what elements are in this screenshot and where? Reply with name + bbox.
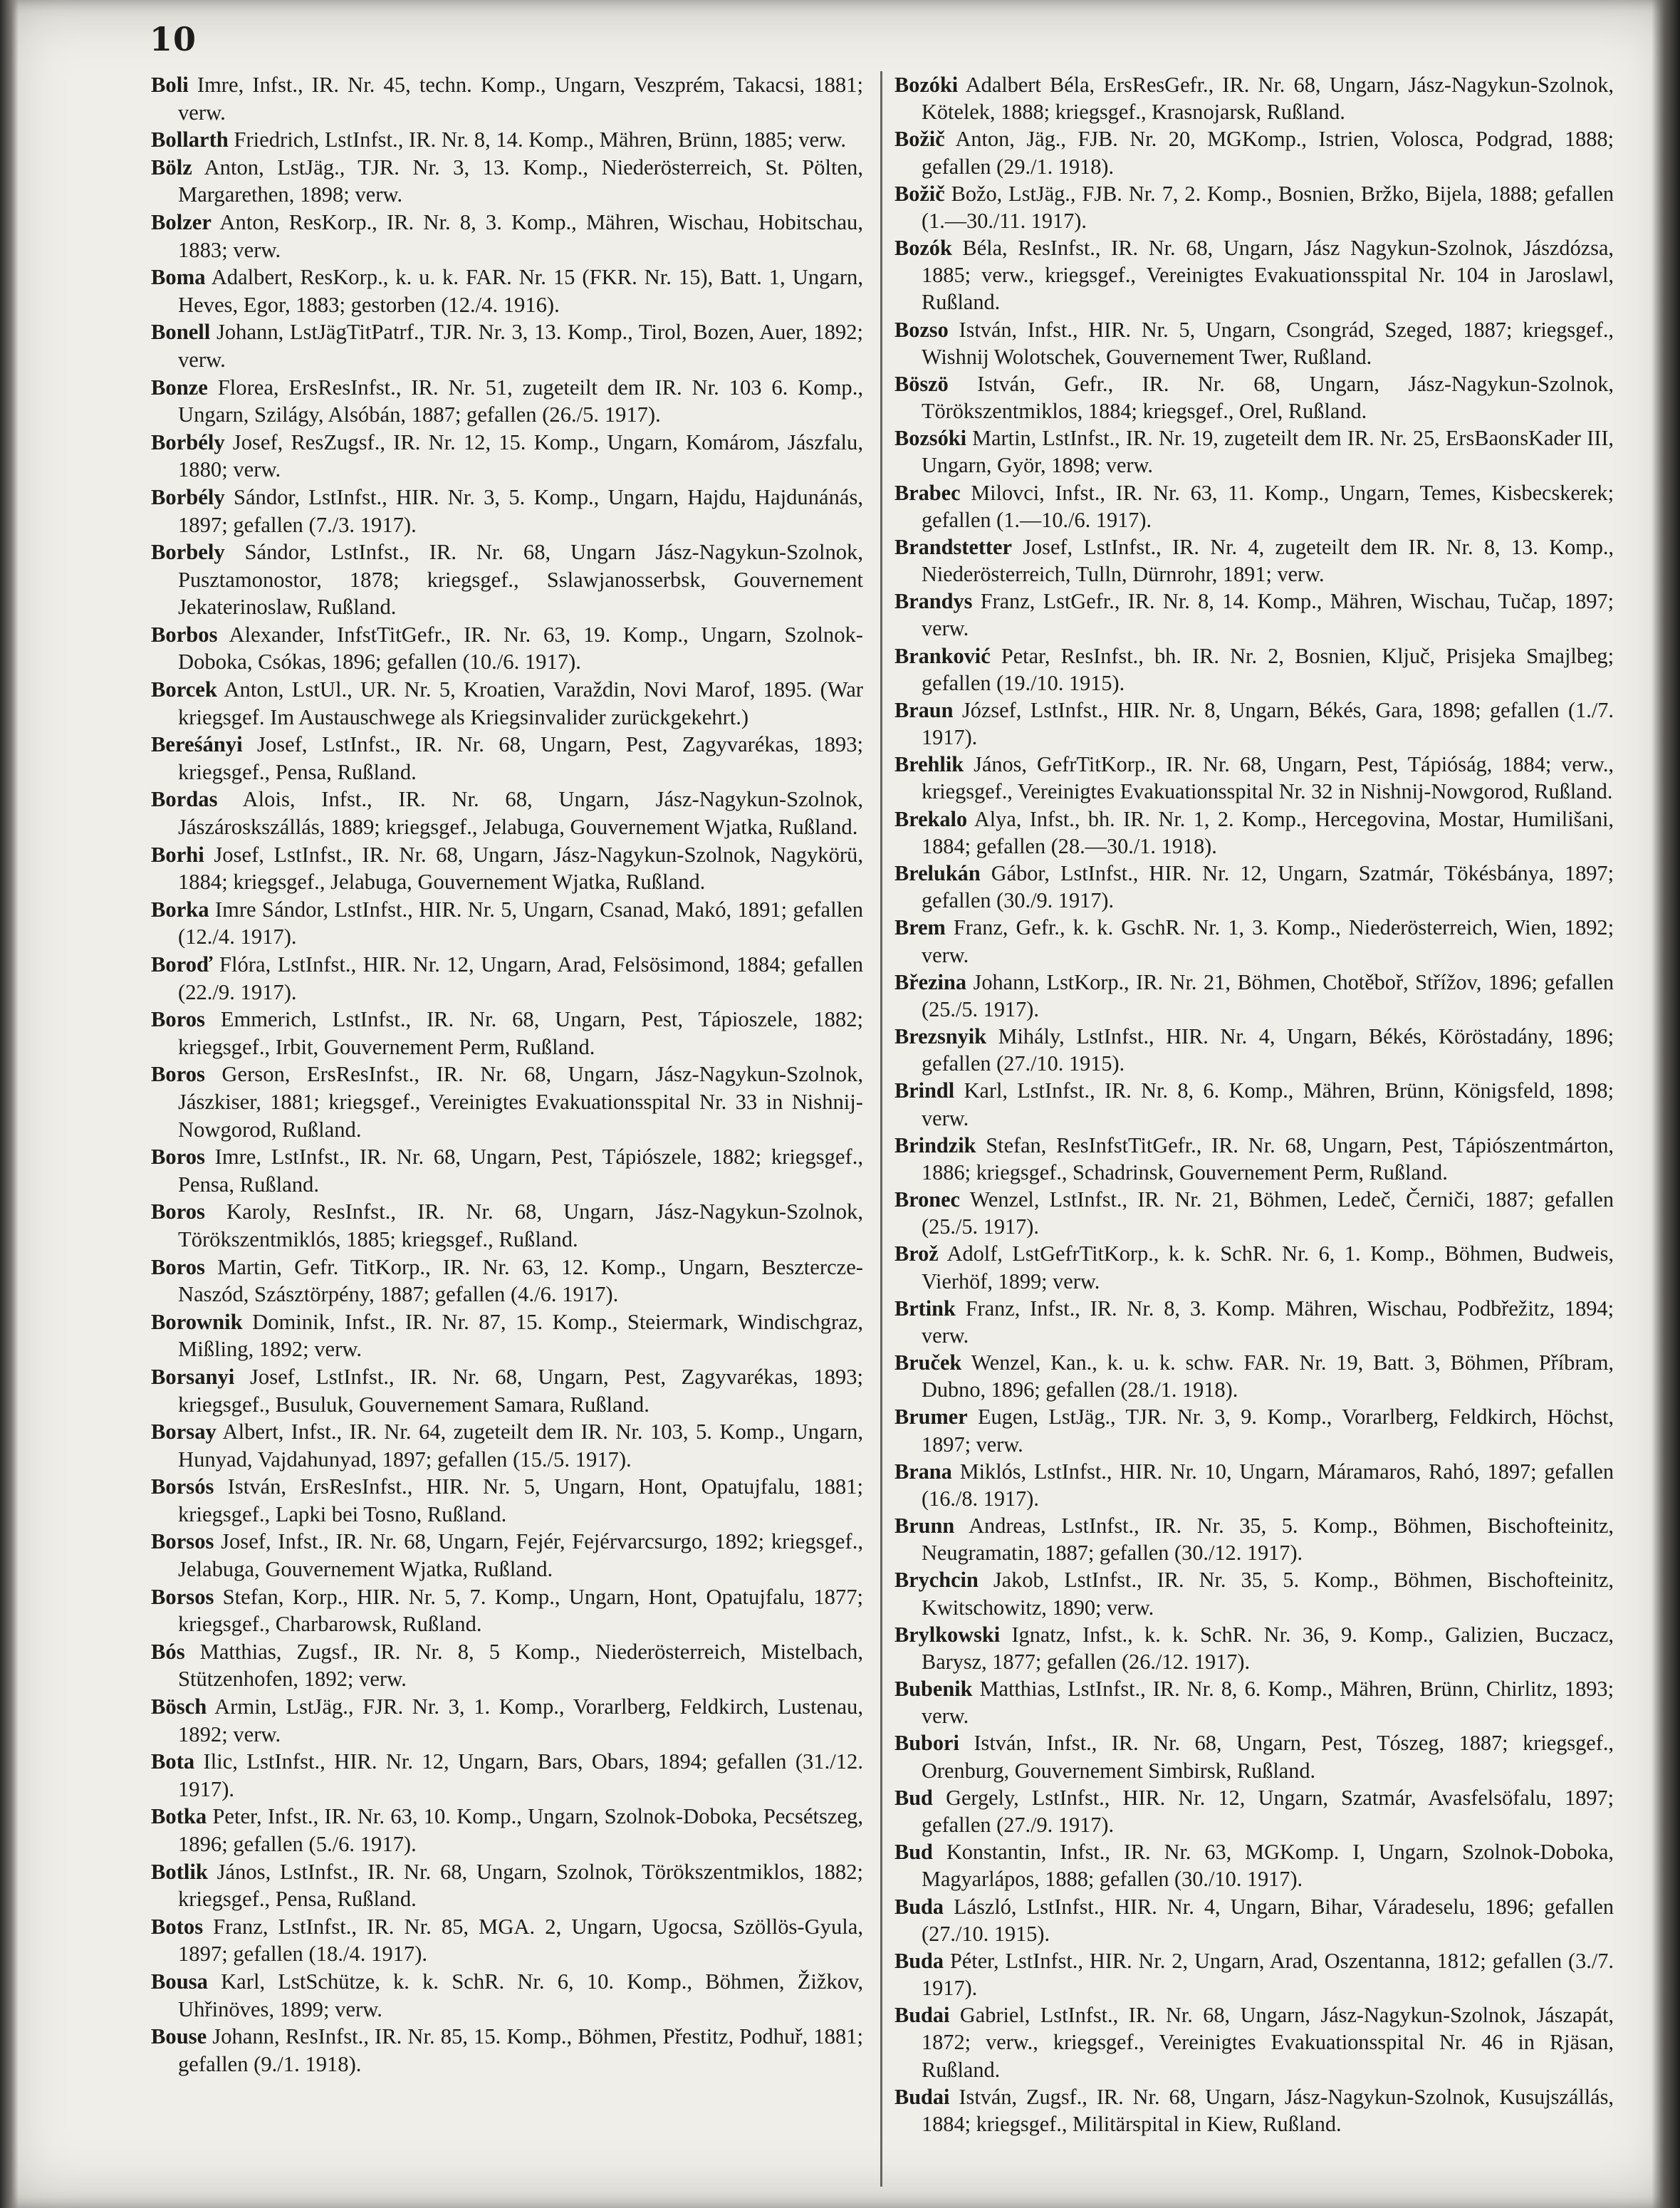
- register-entry: [894, 1566, 1614, 1620]
- register-entry: [151, 71, 863, 126]
- register-entry: [151, 1748, 863, 1803]
- entry-surname: Bud: [894, 1840, 933, 1865]
- entry-surname: Bouse: [151, 2024, 207, 2049]
- entry-surname: Brumer: [894, 1405, 968, 1430]
- entry-surname: Brekalo: [894, 806, 968, 831]
- register-entry: [894, 1621, 1614, 1675]
- entry-details: Flóra, LstInfst., HIR. Nr. 12, Ungarn, Arad, Felsösimond, 1884; gefallen (22./9. 1917).: [178, 952, 863, 1004]
- left-column: [151, 71, 863, 2078]
- register-entry: [894, 370, 1614, 425]
- entry-surname: Boma: [151, 265, 206, 290]
- entry-details: István, Gefr., IR. Nr. 68, Ungarn, Jász-Nagykun-Szolnok, Törökszentmiklos, 1884; kriegsgef., Orel, Rußland.: [922, 371, 1614, 424]
- register-entry: [894, 1186, 1614, 1240]
- entry-surname: Brezsnyik: [894, 1024, 987, 1049]
- entry-details: István, Infst., HIR. Nr. 5, Ungarn, Csongrád, Szeged, 1887; kriegsgef., Wishnij Wolotschek, Gouvernement Twer, Rußland.: [922, 317, 1614, 369]
- register-entry: [894, 180, 1614, 234]
- entry-details: Adolf, LstGefrTitKorp., k. k. SchR. Nr. 6, 1. Komp., Böhmen, Budweis, Vierhöf, 1899; verw.: [922, 1241, 1614, 1293]
- register-entry: [894, 1784, 1614, 1838]
- entry-surname: Braun: [894, 697, 954, 722]
- column-divider: [880, 71, 882, 2187]
- entry-surname: Brandys: [894, 589, 973, 614]
- register-entry: [151, 318, 863, 373]
- register-entry: [151, 2023, 863, 2078]
- register-entry: [894, 125, 1614, 179]
- entry-surname: Bubori: [894, 1731, 959, 1756]
- entry-details: Franz, LstGefr., IR. Nr. 8, 14. Komp., Mähren, Wischau, Tučap, 1897; verw.: [922, 589, 1614, 641]
- entry-details: Friedrich, LstInfst., IR. Nr. 8, 14. Komp., Mähren, Brünn, 1885; verw.: [228, 127, 847, 152]
- entry-surname: Bronec: [894, 1187, 961, 1212]
- entry-surname: Bonell: [151, 320, 211, 345]
- entry-surname: Botlik: [151, 1859, 208, 1884]
- entry-details: Anton, ResKorp., IR. Nr. 8, 3. Komp., Mähren, Wischau, Hobitschau, 1883; verw.: [178, 209, 863, 262]
- entry-details: Anton, LstJäg., TJR. Nr. 3, 13. Komp., Niederösterreich, St. Pölten, Margarethen, 1898; verw.: [178, 155, 863, 207]
- entry-details: Béla, ResInfst., IR. Nr. 68, Ungarn, Jász Nagykun-Szolnok, Jászdózsa, 1885; verw., kriegsgef., Vereinigtes Evakuationsspital Nr. 104 in Jaroslawl, Rußland.: [922, 236, 1614, 315]
- entry-details: Wenzel, LstInfst., IR. Nr. 21, Böhmen, Ledeč, Černiči, 1887; gefallen (25./5. 1917).: [922, 1187, 1614, 1239]
- register-entry: [151, 1254, 863, 1308]
- entry-surname: Brelukán: [894, 860, 981, 885]
- register-entry: [894, 588, 1614, 642]
- register-entry: [151, 896, 863, 951]
- register-entry: [894, 751, 1614, 805]
- register-entry: [151, 1638, 863, 1693]
- entry-surname: Borka: [151, 897, 209, 922]
- register-entry: [894, 1240, 1614, 1294]
- register-entry: [894, 2083, 1614, 2137]
- entry-details: Johann, LstJägTitPatrf., TJR. Nr. 3, 13. Komp., Tirol, Bozen, Auer, 1892; verw.: [178, 320, 863, 372]
- entry-details: Albert, Infst., IR. Nr. 64, zugeteilt dem IR. Nr. 103, 5. Komp., Ungarn, Hunyad, Vajdahunyad, 1897; gefallen (15./5. 1917).: [178, 1420, 863, 1472]
- entry-surname: Boros: [151, 1199, 205, 1224]
- entry-surname: Brehlik: [894, 752, 964, 777]
- entry-surname: Borbely: [151, 540, 225, 565]
- register-entry: [894, 316, 1614, 370]
- entry-details: Josef, LstInfst., IR. Nr. 68, Ungarn, Pest, Zagyvarékas, 1893; kriegsgef., Busuluk, Gouvernement Samara, Rußland.: [178, 1364, 863, 1417]
- entry-details: Josef, ResZugsf., IR. Nr. 12, 15. Komp., Ungarn, Komárom, Jászfalu, 1880; verw.: [178, 429, 863, 482]
- register-entry: [894, 71, 1614, 125]
- register-entry: [894, 1512, 1614, 1566]
- entry-details: Mihály, LstInfst., HIR. Nr. 4, Ungarn, Békés, Köröstadány, 1896; gefallen (27./10. 1915).: [922, 1024, 1614, 1076]
- entry-surname: Brem: [894, 915, 946, 940]
- register-entry: [151, 484, 863, 538]
- entry-surname: Brylkowski: [894, 1622, 1001, 1647]
- entry-surname: Buda: [894, 1948, 944, 1973]
- entry-details: Franz, Gefr., k. k. GschR. Nr. 1, 3. Komp., Niederösterreich, Wien, 1892; verw.: [922, 915, 1614, 967]
- entry-surname: Bozóki: [894, 73, 959, 97]
- entry-details: Stefan, ResInfstTitGefr., IR. Nr. 68, Ungarn, Pest, Tápiószentmárton, 1886; kriegsgef., Schadrinsk, Gouvernement Perm, Rußland.: [922, 1132, 1614, 1184]
- entry-surname: Borsanyi: [151, 1364, 235, 1389]
- register-entry: [894, 1023, 1614, 1077]
- entry-details: Armin, LstJäg., FJR. Nr. 3, 1. Komp., Vorarlberg, Feldkirch, Lustenau, 1892; verw.: [178, 1694, 863, 1746]
- entry-details: István, Infst., IR. Nr. 68, Ungarn, Pest, Tószeg, 1887; kriegsgef., Orenburg, Gouvernement Simbirsk, Rußland.: [922, 1731, 1614, 1783]
- entry-details: Wenzel, Kan., k. u. k. schw. FAR. Nr. 19, Batt. 3, Böhmen, Příbram, Dubno, 1896; gefallen (28./1. 1918).: [922, 1350, 1614, 1402]
- entry-surname: Bereśányi: [151, 732, 243, 757]
- entry-details: István, Zugsf., IR. Nr. 68, Ungarn, Jász-Nagykun-Szolnok, Kusujszállás, 1884; kriegsgef., Militärspital in Kiew, Rußland.: [922, 2084, 1614, 2136]
- register-entry: [151, 1143, 863, 1198]
- register-entry: [894, 1403, 1614, 1457]
- register-entry: [151, 1061, 863, 1143]
- entry-details: Gábor, LstInfst., HIR. Nr. 12, Ungarn, Szatmár, Tökésbánya, 1897; gefallen (30./9. 1917).: [922, 860, 1614, 913]
- entry-details: Matthias, Zugsf., IR. Nr. 8, 5 Komp., Niederösterreich, Mistelbach, Stützenhofen, 1892; verw.: [178, 1639, 863, 1692]
- entry-surname: Borownik: [151, 1309, 243, 1334]
- entry-details: Adalbert Béla, ErsResGefr., IR. Nr. 68, Ungarn, Jász-Nagykun-Szolnok, Kötelek, 1888; kriegsgef., Krasnojarsk, Rußland.: [922, 73, 1614, 125]
- register-entry: [151, 621, 863, 676]
- register-entry: [151, 786, 863, 840]
- entry-details: Martin, Gefr. TitKorp., IR. Nr. 63, 12. Komp., Ungarn, Besztercze-Naszód, Szásztörpény, 1887; gefallen (4./6. 1917).: [178, 1254, 863, 1307]
- register-entry: [151, 1308, 863, 1363]
- entry-surname: Božič: [894, 181, 945, 206]
- entry-surname: Božič: [894, 127, 945, 152]
- register-entry: [151, 1363, 863, 1418]
- entry-surname: Boli: [151, 73, 189, 97]
- entry-details: Gabriel, LstInfst., IR. Nr. 68, Ungarn, Jász-Nagykun-Szolnok, Jászapát, 1872; verw., kriegsgef., Vereinigtes Evakuationsspital Nr. 46 in Rjäsan, Rußland.: [922, 2003, 1614, 2082]
- register-entry: [894, 1838, 1614, 1892]
- entry-surname: Bós: [151, 1639, 185, 1664]
- entry-details: Matthias, LstInfst., IR. Nr. 8, 6. Komp., Mähren, Brünn, Chirlitz, 1893; verw.: [922, 1677, 1614, 1729]
- register-entry: [894, 1458, 1614, 1512]
- entry-surname: Brandstetter: [894, 534, 1012, 559]
- entry-details: Anton, LstUl., UR. Nr. 5, Kroatien, Varaždin, Novi Marof, 1895. (War kriegsgef. Im Austauschwege als Kriegsinvalider zurückgekehrt.): [178, 677, 863, 729]
- entry-surname: Březina: [894, 969, 966, 994]
- page-number: 10: [150, 20, 197, 58]
- entry-surname: Boros: [151, 1254, 205, 1279]
- entry-details: Konstantin, Infst., IR. Nr. 63, MGKomp. I, Ungarn, Szolnok-Doboka, Magyarlápos, 1888; gefallen (30./10. 1917).: [922, 1840, 1614, 1892]
- entry-details: László, LstInfst., HIR. Nr. 4, Ungarn, Bihar, Váradeselu, 1896; gefallen (27./10. 1915).: [922, 1894, 1614, 1946]
- register-entry: [894, 1077, 1614, 1131]
- entry-details: Sándor, LstInfst., IR. Nr. 68, Ungarn Jász-Nagykun-Szolnok, Pusztamonostor, 1878; kriegsgef., Sslawjanosserbsk, Gouvernement Jekaterinoslaw, Rußland.: [178, 540, 863, 620]
- entry-surname: Bölz: [151, 155, 192, 179]
- entry-surname: Brunn: [894, 1514, 955, 1538]
- entry-surname: Bozók: [894, 236, 952, 261]
- entry-surname: Botka: [151, 1804, 207, 1829]
- register-entry: [894, 1729, 1614, 1783]
- register-entry: [151, 264, 863, 318]
- entry-surname: Bousa: [151, 1969, 208, 1994]
- entry-surname: Bordas: [151, 787, 218, 812]
- entry-details: Ilic, LstInfst., HIR. Nr. 12, Ungarn, Bars, Obars, 1894; gefallen (31./12. 1917).: [178, 1749, 863, 1801]
- entry-details: Anton, Jäg., FJB. Nr. 20, MGKomp., Istrien, Volosca, Podgrad, 1888; gefallen (29./1. 1918).: [922, 127, 1614, 179]
- entry-surname: Botos: [151, 1914, 204, 1939]
- register-entry: [894, 969, 1614, 1023]
- entry-details: Miklós, LstInfst., HIR. Nr. 10, Ungarn, Máramaros, Rahó, 1897; gefallen (16./8. 1917).: [922, 1459, 1614, 1511]
- register-entry: [151, 1803, 863, 1858]
- entry-surname: Bozso: [894, 317, 949, 342]
- register-entry: [894, 806, 1614, 860]
- register-entry: [894, 642, 1614, 697]
- register-entry: [151, 1418, 863, 1473]
- register-entry: [151, 676, 863, 731]
- entry-surname: Boros: [151, 1062, 205, 1087]
- entry-details: Jakob, LstInfst., IR. Nr. 35, 5. Komp., Böhmen, Bischofteinitz, Kwitschowitz, 1890; verw.: [922, 1568, 1614, 1620]
- register-entry: [151, 841, 863, 896]
- entry-surname: Bubenik: [894, 1677, 973, 1702]
- register-entry: [894, 914, 1614, 968]
- entry-details: József, LstInfst., HIR. Nr. 8, Ungarn, Békés, Gara, 1898; gefallen (1./7. 1917).: [922, 697, 1614, 750]
- entry-surname: Brabec: [894, 480, 961, 505]
- entry-surname: Bollarth: [151, 127, 229, 152]
- register-entry: [151, 374, 863, 429]
- entry-details: Andreas, LstInfst., IR. Nr. 35, 5. Komp., Böhmen, Bischofteinitz, Neugramatin, 1887; gefallen (30./12. 1917).: [922, 1514, 1614, 1566]
- entry-details: Imre Sándor, LstInfst., HIR. Nr. 5, Ungarn, Csanad, Makó, 1891; gefallen (12./4. 1917).: [178, 897, 863, 949]
- entry-surname: Borsay: [151, 1420, 216, 1444]
- register-entry: [894, 479, 1614, 533]
- entry-surname: Boros: [151, 1007, 205, 1032]
- entry-details: Peter, Infst., IR. Nr. 63, 10. Komp., Ungarn, Szolnok-Doboka, Pecsétszeg, 1896; gefallen (5./6. 1917).: [178, 1804, 863, 1856]
- register-entry: [151, 1913, 863, 1968]
- entry-surname: Brož: [894, 1241, 939, 1266]
- entry-surname: Böszö: [894, 371, 949, 396]
- register-entry: [151, 1473, 863, 1528]
- entry-surname: Brychcin: [894, 1568, 979, 1593]
- right-scan-edge: [1652, 0, 1680, 2208]
- entry-details: Gerson, ErsResInfst., IR. Nr. 68, Ungarn, Jász-Nagykun-Szolnok, Jászkiser, 1881; kriegsgef., Vereinigtes Evakuationsspital Nr. 33 in Nishnij-Nowgorod, Rußland.: [178, 1062, 863, 1142]
- entry-surname: Borbély: [151, 429, 225, 454]
- register-entry: [894, 234, 1614, 316]
- entry-details: Sándor, LstInfst., HIR. Nr. 3, 5. Komp., Ungarn, Hajdu, Hajdunánás, 1897; gefallen (7./3. 1917).: [178, 484, 863, 537]
- entry-surname: Bota: [151, 1749, 195, 1774]
- entry-details: Florea, ErsResInfst., IR. Nr. 51, zugeteilt dem IR. Nr. 103 6. Komp., Ungarn, Szilágy, Alsóbán, 1887; gefallen (26./5. 1917).: [178, 375, 863, 427]
- entry-details: Franz, LstInfst., IR. Nr. 85, MGA. 2, Ungarn, Ugocsa, Szöllös-Gyula, 1897; gefallen (18./4. 1917).: [178, 1914, 863, 1967]
- entry-details: Josef, LstInfst., IR. Nr. 4, zugeteilt dem IR. Nr. 8, 13. Komp., Niederösterreich, Tulln, Dürnrohr, 1891; verw.: [922, 534, 1614, 587]
- register-entry: [894, 697, 1614, 751]
- register-entry: [894, 1675, 1614, 1729]
- register-entry: [151, 429, 863, 484]
- entry-surname: Budai: [894, 2084, 950, 2109]
- entry-surname: Brana: [894, 1459, 952, 1484]
- entry-details: Karl, LstSchütze, k. k. SchR. Nr. 6, 10. Komp., Böhmen, Žižkov, Uhřinöves, 1899; verw.: [178, 1969, 863, 2021]
- entry-surname: Brtink: [894, 1296, 956, 1321]
- entry-details: János, GefrTitKorp., IR. Nr. 68, Ungarn, Pest, Tápióság, 1884; verw., kriegsgef., Vereinigtes Evakuationsspital Nr. 32 in Nishnij-Nowgorod, Rußland.: [922, 752, 1614, 804]
- entry-details: Petar, ResInfst., bh. IR. Nr. 2, Bosnien, Ključ, Prisjeka Smajlbeg; gefallen (19./10. 1915).: [922, 643, 1614, 695]
- left-scan-edge: [0, 0, 19, 2208]
- entry-details: Ignatz, Infst., k. k. SchR. Nr. 36, 9. Komp., Galizien, Buczacz, Barysz, 1877; gefallen (26./12. 1917).: [922, 1622, 1614, 1674]
- entry-details: Milovci, Infst., IR. Nr. 63, 11. Komp., Ungarn, Temes, Kisbecskerek; gefallen (1.—10./6. 1917).: [922, 480, 1614, 532]
- entry-details: Imre, LstInfst., IR. Nr. 68, Ungarn, Pest, Tápiószele, 1882; kriegsgef., Pensa, Rußland.: [178, 1145, 863, 1197]
- entry-details: Božo, LstJäg., FJB. Nr. 7, 2. Komp., Bosnien, Bržko, Bijela, 1888; gefallen (1.—30./11. 1917).: [922, 181, 1614, 233]
- entry-details: Alya, Infst., bh. IR. Nr. 1, 2. Komp., Hercegovina, Mostar, Humilišani, 1884; gefallen (28.—30./1. 1918).: [922, 806, 1614, 858]
- entry-surname: Borhi: [151, 842, 204, 867]
- entry-details: Eugen, LstJäg., TJR. Nr. 3, 9. Komp., Vorarlberg, Feldkirch, Höchst, 1897; verw.: [922, 1405, 1614, 1457]
- register-entry: [894, 1132, 1614, 1186]
- entry-details: Adalbert, ResKorp., k. u. k. FAR. Nr. 15 (FKR. Nr. 15), Batt. 1, Ungarn, Heves, Egor, 1883; gestorben (12./4. 1916).: [178, 265, 863, 317]
- register-entry: [151, 209, 863, 264]
- entry-surname: Borsos: [151, 1529, 214, 1554]
- entry-surname: Borsos: [151, 1584, 214, 1609]
- register-entry: [894, 1349, 1614, 1403]
- entry-details: Johann, ResInfst., IR. Nr. 85, 15. Komp., Böhmen, Přestitz, Podhuř, 1881; gefallen (9./1. 1918).: [178, 2024, 863, 2076]
- entry-surname: Borcek: [151, 677, 217, 702]
- register-entry: [151, 1968, 863, 2023]
- entry-details: János, LstInfst., IR. Nr. 68, Ungarn, Szolnok, Törökszentmiklos, 1882; kriegsgef., Pensa, Rußland.: [178, 1859, 863, 1912]
- entry-surname: Bösch: [151, 1694, 207, 1719]
- register-entry: [151, 1528, 863, 1583]
- entry-surname: Borsós: [151, 1474, 214, 1499]
- register-entry: [894, 533, 1614, 588]
- register-entry: [151, 951, 863, 1006]
- entry-surname: Brindzik: [894, 1132, 976, 1157]
- entry-details: Imre, Infst., IR. Nr. 45, techn. Komp., Ungarn, Veszprém, Takacsi, 1881; verw.: [178, 73, 863, 125]
- entry-details: Péter, LstInfst., HIR. Nr. 2, Ungarn, Arad, Oszentanna, 1812; gefallen (3./7. 1917).: [922, 1948, 1614, 2001]
- entry-details: Alois, Infst., IR. Nr. 68, Ungarn, Jász-Nagykun-Szolnok, Jászároskszállás, 1889; kriegsgef., Jelabuga, Gouvernement Wjatka, Rußland.: [178, 787, 863, 840]
- register-entry: [894, 2001, 1614, 2083]
- entry-details: Alexander, InfstTitGefr., IR. Nr. 63, 19. Komp., Ungarn, Szolnok-Doboka, Csókas, 1896; gefallen (10./6. 1917).: [178, 622, 863, 675]
- register-entry: [151, 1858, 863, 1913]
- register-entry: [151, 1583, 863, 1638]
- register-entry: [894, 425, 1614, 479]
- register-entry: [151, 1693, 863, 1748]
- entry-details: Dominik, Infst., IR. Nr. 87, 15. Komp., Steiermark, Windischgraz, Mißling, 1892; verw.: [178, 1309, 863, 1362]
- entry-details: Emmerich, LstInfst., IR. Nr. 68, Ungarn, Pest, Tápioszele, 1882; kriegsgef., Irbit, Gouvernement Perm, Rußland.: [178, 1007, 863, 1059]
- register-entry: [151, 731, 863, 786]
- entry-details: Franz, Infst., IR. Nr. 8, 3. Komp. Mähren, Wischau, Podbřežitz, 1894; verw.: [922, 1296, 1614, 1348]
- register-entry: [894, 860, 1614, 914]
- entry-surname: Bruček: [894, 1350, 962, 1375]
- register-entry: [151, 1006, 863, 1061]
- entry-surname: Bud: [894, 1785, 933, 1810]
- entry-surname: Brindl: [894, 1078, 955, 1103]
- entry-details: István, ErsResInfst., HIR. Nr. 5, Ungarn, Hont, Opatujfalu, 1881; kriegsgef., Lapki bei Tosno, Rußland.: [178, 1474, 863, 1526]
- register-entry: [894, 1947, 1614, 2001]
- entry-details: Josef, Infst., IR. Nr. 68, Ungarn, Fejér, Fejérvarcsurgo, 1892; kriegsgef., Jelabuga, Gouvernement Wjatka, Rußland.: [178, 1529, 863, 1582]
- entry-details: Martin, LstInfst., IR. Nr. 19, zugeteilt dem IR. Nr. 25, ErsBaonsKader III, Ungarn, Györ, 1898; verw.: [922, 426, 1614, 478]
- register-entry: [894, 1295, 1614, 1349]
- entry-surname: Borbos: [151, 622, 218, 647]
- entry-surname: Budai: [894, 2003, 950, 2028]
- entry-surname: Boros: [151, 1145, 205, 1170]
- entry-details: Karoly, ResInfst., IR. Nr. 68, Ungarn, Jász-Nagykun-Szolnok, Törökszentmiklós, 1885; kriegsgef., Rußland.: [178, 1199, 863, 1251]
- entry-surname: Boroď: [151, 952, 213, 977]
- entry-details: Johann, LstKorp., IR. Nr. 21, Böhmen, Chotěboř, Střížov, 1896; gefallen (25./5. 1917).: [922, 969, 1614, 1021]
- entry-details: Josef, LstInfst., IR. Nr. 68, Ungarn, Jász-Nagykun-Szolnok, Nagykörü, 1884; kriegsgef., Jelabuga, Gouvernement Wjatka, Rußland.: [178, 842, 863, 895]
- entry-surname: Bozsóki: [894, 426, 967, 451]
- entry-details: Josef, LstInfst., IR. Nr. 68, Ungarn, Pest, Zagyvarékas, 1893; kriegsgef., Pensa, Rußland.: [178, 732, 863, 784]
- right-column: [894, 71, 1614, 2137]
- entry-details: Stefan, Korp., HIR. Nr. 5, 7. Komp., Ungarn, Hont, Opatujfalu, 1877; kriegsgef., Charbarowsk, Rußland.: [178, 1584, 863, 1637]
- register-entry: [151, 538, 863, 621]
- register-entry: [151, 1198, 863, 1253]
- entry-surname: Bolzer: [151, 209, 212, 234]
- register-entry: [894, 1893, 1614, 1947]
- register-entry: [151, 154, 863, 209]
- entry-surname: Branković: [894, 643, 991, 668]
- entry-surname: Borbély: [151, 484, 225, 509]
- entry-details: Karl, LstInfst., IR. Nr. 8, 6. Komp., Mähren, Brünn, Königsfeld, 1898; verw.: [922, 1078, 1614, 1130]
- entry-surname: Buda: [894, 1894, 944, 1919]
- register-entry: [151, 126, 863, 154]
- entry-details: Gergely, LstInfst., HIR. Nr. 12, Ungarn, Szatmár, Avasfelsöfalu, 1897; gefallen (27./9. 1917).: [922, 1785, 1614, 1837]
- entry-surname: Bonze: [151, 375, 208, 400]
